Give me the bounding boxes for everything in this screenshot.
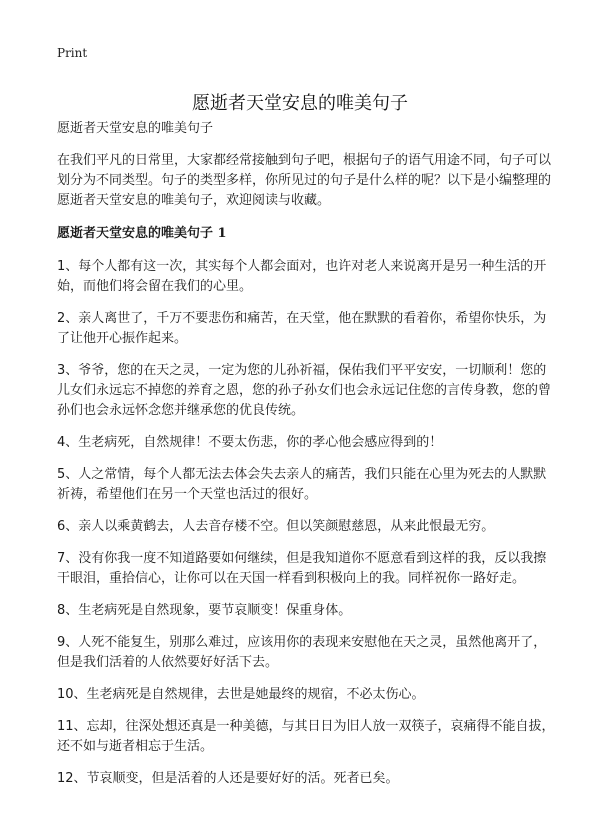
list-item: 2、亲人离世了，千万不要悲伤和痛苦，在天堂，他在默默的看着你，希望你快乐，为了让他开心振作起来。 bbox=[57, 311, 547, 346]
list-item: 10、生老病死是自然规律，去世是她最终的规宿，不必太伤心。 bbox=[57, 687, 425, 702]
section-heading: 愿逝者天堂安息的唯美句子 1 bbox=[57, 226, 227, 241]
print-link[interactable]: Print bbox=[57, 46, 88, 60]
list-item: 1、每个人都有这一次，其实每个人都会面对，也许对老人来说离开是另一种生活的开始，而他们将会留在我们的心里。 bbox=[57, 259, 547, 294]
list-item: 4、生老病死，自然规律！不要太伤悲，你的孝心他会感应得到的！ bbox=[57, 435, 443, 450]
list-item: 8、生老病死是自然现象，要节哀顺变！保重身体。 bbox=[57, 603, 352, 618]
list-item: 5、人之常情，每个人都无法去体会失去亲人的痛苦，我们只能在心里为死去的人默默祈祷，希望他们在另一个天堂也活过的很好。 bbox=[57, 467, 547, 502]
article-subtitle: 愿逝者天堂安息的唯美句子 bbox=[57, 121, 214, 136]
list-item: 9、人死不能复生，别那么难过，应该用你的表现来安慰他在天之灵，虽然他离开了，但是我们活着的人依然要好好活下去。 bbox=[57, 635, 547, 670]
list-item: 7、没有你我一度不知道路要如何继续，但是我知道你不愿意看到这样的我，反以我擦干眼泪，重拾信心，让你可以在天国一样看到积极向上的我。同样祝你一路好走。 bbox=[57, 551, 547, 586]
list-item: 3、爷爷，您的在天之灵，一定为您的儿孙祈福，保佑我们平平安安，一切顺利！您的儿女们永远忘不掉您的养育之恩，您的孙子孙女们也会永远记住您的言传身教，您的曾孙们也会永远怀念您并继承您的优良传统。 bbox=[57, 363, 552, 418]
list-item: 12、节哀顺变，但是活着的人还是要好好的活。死者已矣。 bbox=[57, 771, 399, 786]
article-body bbox=[57, 119, 557, 801]
list-item: 6、亲人以乘黄鹤去，人去音存楼不空。但以笑颜慰慈恩，从来此恨最无穷。 bbox=[57, 519, 495, 534]
page-title: 愿逝者天堂安息的唯美句子 bbox=[192, 93, 408, 115]
intro-paragraph: 在我们平凡的日常里，大家都经常接触到句子吧，根据句子的语气用途不同，句子可以划分为不同类型。句子的类型多样，你所见过的句子是什么样的呢？以下是小编整理的愿逝者天堂安息的唯美句子，欢迎阅读与收藏。 bbox=[57, 153, 552, 208]
list-item: 11、忘却，往深处想还真是一种美德，与其日日为旧人放一双筷子，哀痛得不能自拔，还不如与逝者相忘于生活。 bbox=[57, 719, 555, 754]
